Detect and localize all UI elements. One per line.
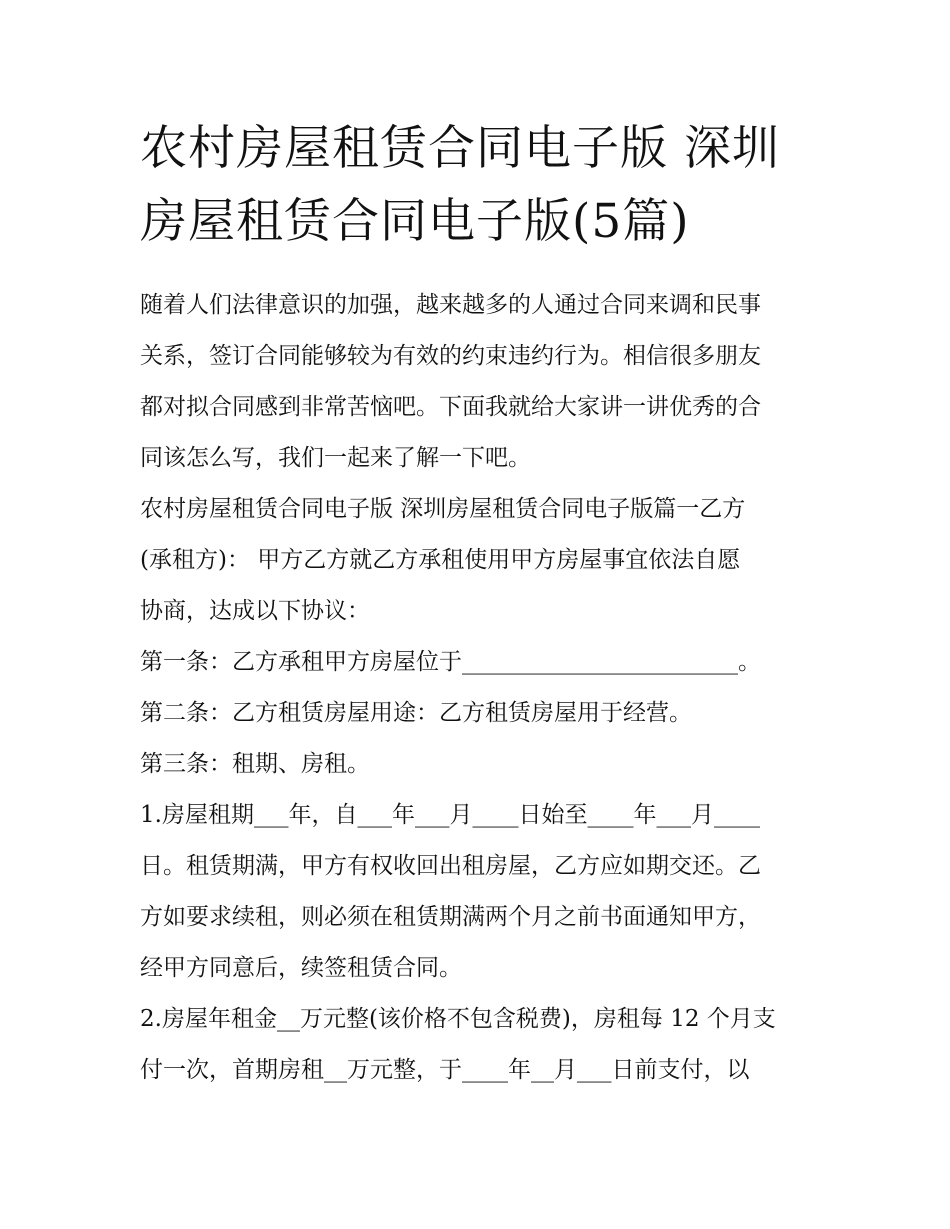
contract-line: 协商，达成以下协议： xyxy=(140,598,370,624)
intro-line: 关系，签订合同能够较为有效的约束违约行为。相信很多朋友 xyxy=(140,343,761,369)
title-line: 房屋租赁合同电子版(5篇) xyxy=(140,194,690,249)
clause-line: 第一条：乙方承租甲方房屋位于________________________。 xyxy=(140,649,761,675)
clause-line: 2.房屋年租金__万元整(该价格不包含税费)，房租每 12 个月支 xyxy=(140,1006,776,1032)
contract-line: (承租方)： 甲方乙方就乙方承租使用甲方房屋事宜依法自愿 xyxy=(140,547,741,573)
title-line: 农村房屋租赁合同电子版 深圳 xyxy=(140,121,780,176)
clause-line: 方如要求续租，则必须在租赁期满两个月之前书面通知甲方， xyxy=(140,904,761,930)
clause-line: 经甲方同意后，续签租赁合同。 xyxy=(140,955,462,981)
intro-line: 随着人们法律意识的加强，越来越多的人通过合同来调和民事 xyxy=(140,292,761,318)
clause-line: 付一次，首期房租__万元整，于____年__月___日前支付，以 xyxy=(140,1057,750,1083)
intro-line: 同该怎么写，我们一起来了解一下吧。 xyxy=(140,445,531,471)
contract-line: 农村房屋租赁合同电子版 深圳房屋租赁合同电子版篇一乙方 xyxy=(140,496,746,522)
document-title xyxy=(140,112,820,258)
clause-line: 第三条：租期、房租。 xyxy=(140,751,370,777)
intro-line: 都对拟合同感到非常苦恼吧。下面我就给大家讲一讲优秀的合 xyxy=(140,394,761,420)
document-body xyxy=(140,280,820,1096)
clause-line: 第二条：乙方租赁房屋用途：乙方租赁房屋用于经营。 xyxy=(140,700,692,726)
clause-line: 日。租赁期满，甲方有权收回出租房屋，乙方应如期交还。乙 xyxy=(140,853,761,879)
clause-line: 1.房屋租期___年，自___年___月____日始至____年___月____ xyxy=(140,802,760,828)
